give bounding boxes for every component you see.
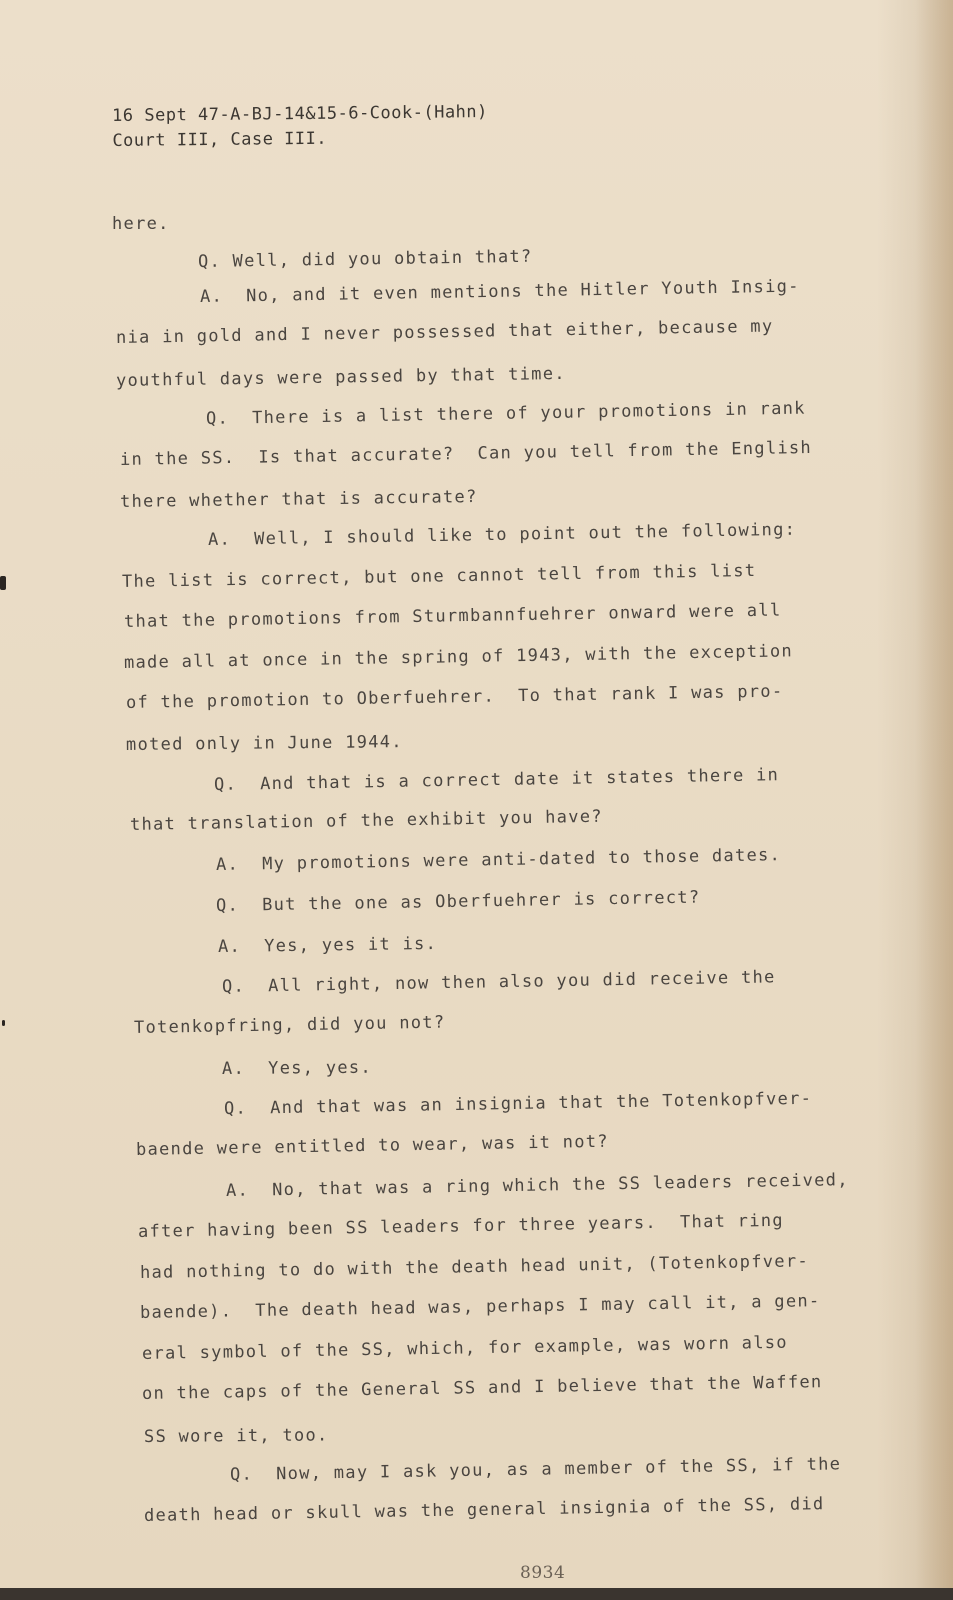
transcript-line: The list is correct, but one cannot tell from this list [121, 560, 757, 592]
transcript-line: youthful days were passed by that time. [115, 363, 566, 391]
transcript-line: death head or skull was the general insignia of the SS, did [143, 1494, 825, 1526]
transcript-line: Q. And that was an insignia that the Totenkopfver- [223, 1088, 813, 1119]
transcript-line: A. Yes, yes. [221, 1057, 373, 1079]
page-number: 8934 [520, 1563, 566, 1583]
transcript-line: A. Well, I should like to point out the following: [207, 519, 797, 550]
transcript-line: on the caps of the General SS and I believe that the Waffen [141, 1372, 823, 1404]
transcript-line: Q. There is a list there of your promotions in rank [205, 398, 806, 429]
transcript-line: in the SS. Is that accurate? Can you tell from the English [119, 437, 813, 470]
transcript-line: Q. But the one as Oberfuehrer is correct? [215, 887, 701, 916]
transcript-line: nia in gold and I never possessed that either, because my [115, 316, 774, 348]
transcript-line: A. My promotions were anti-dated to those dates. [215, 845, 782, 875]
transcript-line: there whether that is accurate? [119, 487, 478, 512]
transcript-line: A. No, and it even mentions the Hitler Youth Insig- [199, 276, 800, 307]
scan-bottom-edge [0, 1588, 953, 1600]
transcript-line: eral symbol of the SS, which, for example, was worn also [141, 1332, 789, 1364]
transcript-line: Q. And that is a correct date it states there in [213, 765, 780, 795]
transcript-line: A. Yes, yes it is. [217, 933, 438, 957]
transcript-line: Totenkopfring, did you not? [133, 1012, 446, 1038]
transcript-line: moted only in June 1944. [125, 732, 403, 755]
transcript-line: SS wore it, too. [143, 1425, 329, 1447]
transcript-line: Q. Now, may I ask you, as a member of the SS, if the [229, 1454, 842, 1485]
transcript-line: baende were entitled to wear, was it not? [135, 1131, 610, 1160]
transcript-line: of the promotion to Oberfuehrer. To that rank I was pro- [125, 681, 784, 713]
transcript-line: made all at once in the spring of 1943, with the exception [123, 641, 794, 673]
transcript-line: that translation of the exhibit you have? [129, 806, 604, 835]
transcript-line: after having been SS leaders for three years. That ring [137, 1210, 785, 1242]
transcript-line: A. No, that was a ring which the SS leaders received, [225, 1170, 849, 1201]
transcript-line: here. [112, 214, 170, 234]
transcript-line: that the promotions from Sturmbannfuehrer onward were all [123, 600, 782, 632]
header-court: Court III, Case III. [112, 128, 328, 151]
transcript-line: baende). The death head was, perhaps I may call it, a gen- [139, 1291, 821, 1323]
header-reference: 16 Sept 47-A-BJ-14&15-6-Cook-(Hahn) [112, 102, 488, 126]
transcript-line: Q. All right, now then also you did receive the [221, 967, 776, 997]
transcript-line: had nothing to do with the death head unit, (Totenkopfver- [139, 1251, 810, 1283]
transcript-line: Q. Well, did you obtain that? [197, 246, 533, 272]
